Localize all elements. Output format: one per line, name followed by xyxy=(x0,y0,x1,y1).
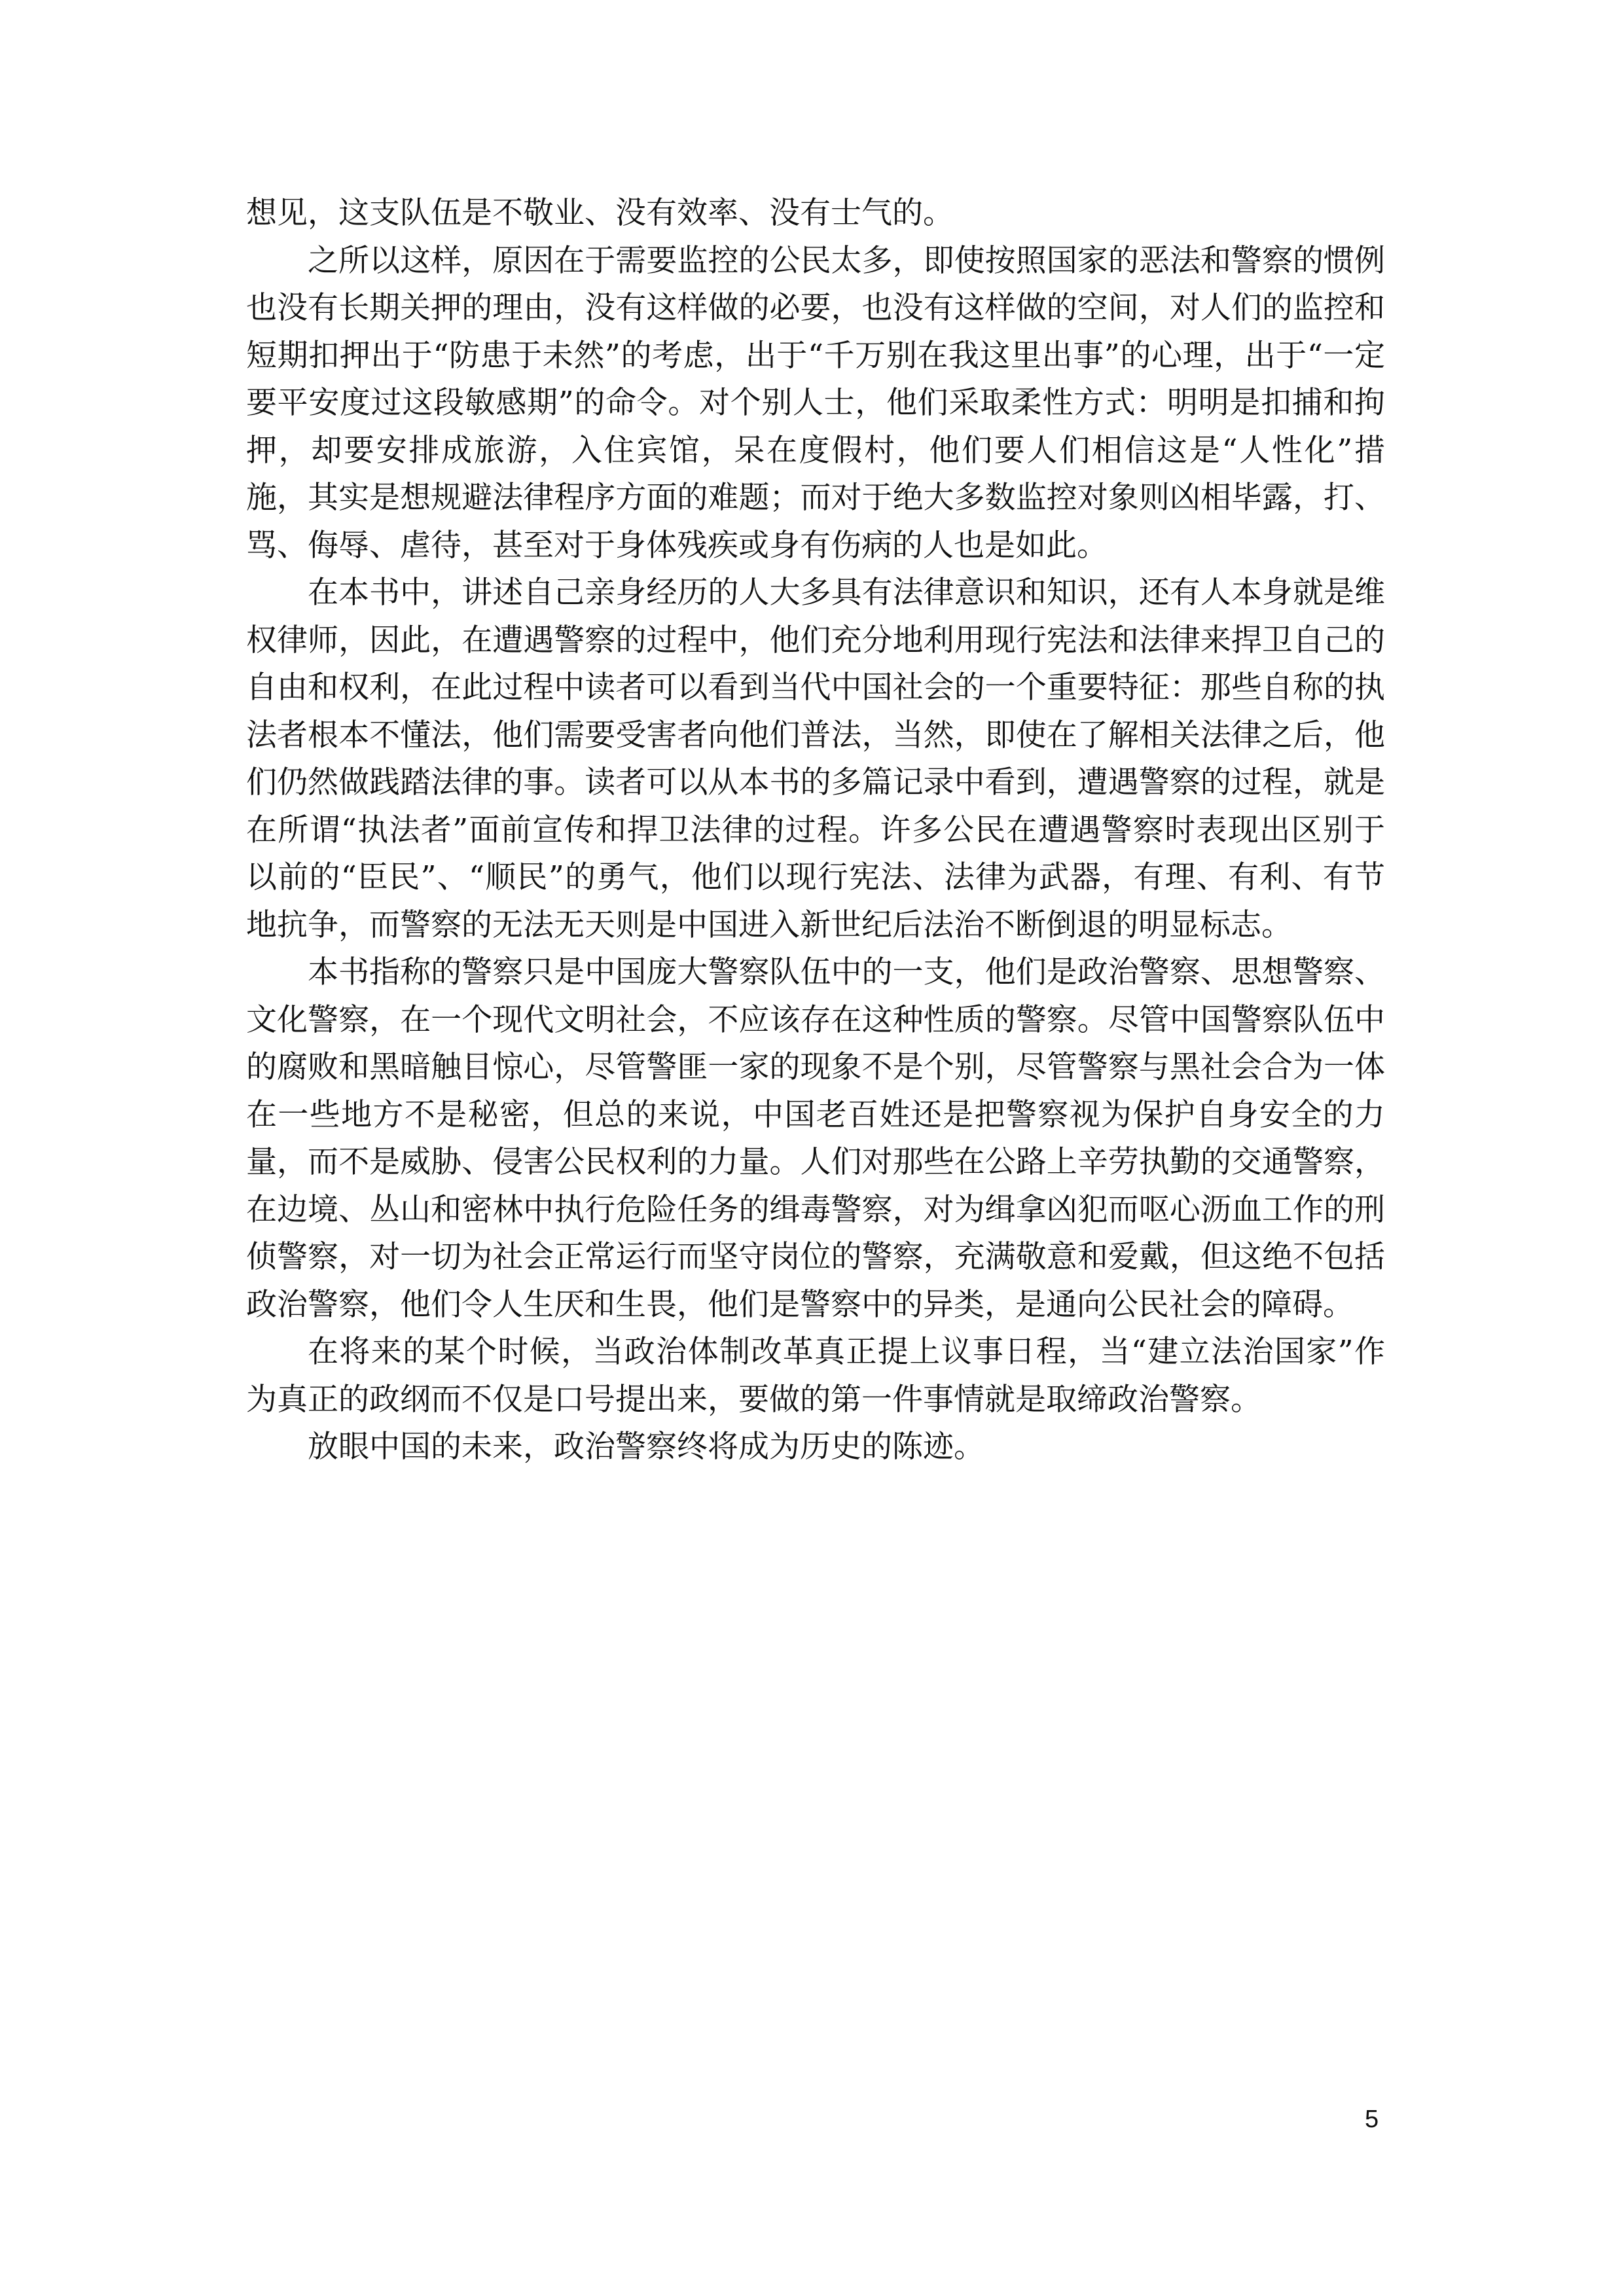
page-number: 5 xyxy=(1365,2106,1379,2133)
paragraph-4: 本书指称的警察只是中国庞大警察队伍中的一支，他们是政治警察、思想警察、文化警察，在一个现代文明社会，不应该存在这种性质的警察。尽管中国警察队伍中的腐败和黑暗触目惊心，尽管警匪一家的现象不是个别，尽管警察与黑社会合为一体在一些地方不是秘密，但总的来说，中国老百姓还是把警察视为保护自身安全的力量，而不是威胁、侵害公民权利的力量。人们对那些在公路上辛劳执勤的交通警察，在边境、丛山和密林中执行危险任务的缉毒警察，对为缉拿凶犯而呕心沥血工作的刑侦警察，对一切为社会正常运行而坚守岗位的警察，充满敬意和爱戴，但这绝不包括政治警察，他们令人生厌和生畏，他们是警察中的异类，是通向公民社会的障碍。 xyxy=(246,954,1385,1323)
paragraph-6: 放眼中国的未来，政治警察终将成为历史的陈迹。 xyxy=(308,1429,984,1465)
page-body xyxy=(246,190,1385,1471)
paragraph-1: 想见，这支队伍是不敬业、没有效率、没有士气的。 xyxy=(246,195,954,231)
paragraph-2: 之所以这样，原因在于需要监控的公民太多，即使按照国家的恶法和警察的惯例也没有长期关押的理由，没有这样做的必要，也没有这样做的空间，对人们的监控和短期扣押出于“防患于未然”的考虑，出于“千万别在我这里出事”的心理，出于“一定要平安度过这段敏感期”的命令。对个别人士，他们采取柔性方式：明明是扣捕和拘押，却要安排成旅游，入住宾馆，呆在度假村，他们要人们相信这是“人性化”措施，其实是想规避法律程序方面的难题；而对于绝大多数监控对象则凶相毕露，打、骂、侮辱、虐待，甚至对于身体残疾或身有伤病的人也是如此。 xyxy=(246,242,1385,564)
paragraph-5: 在将来的某个时候，当政治体制改革真正提上议事日程，当“建立法治国家”作为真正的政纲而不仅是口号提出来，要做的第一件事情就是取缔政治警察。 xyxy=(246,1334,1385,1418)
paragraph-3: 在本书中，讲述自己亲身经历的人大多具有法律意识和知识，还有人本身就是维权律师，因此，在遭遇警察的过程中，他们充分地利用现行宪法和法律来捍卫自己的自由和权利，在此过程中读者可以看到当代中国社会的一个重要特征：那些自称的执法者根本不懂法，他们需要受害者向他们普法，当然，即使在了解相关法律之后，他们仍然做践踏法律的事。读者可以从本书的多篇记录中看到，遭遇警察的过程，就是在所谓“执法者”面前宣传和捍卫法律的过程。许多公民在遭遇警察时表现出区别于以前的“臣民”、“顺民”的勇气，他们以现行宪法、法律为武器，有理、有利、有节地抗争，而警察的无法无天则是中国进入新世纪后法治不断倒退的明显标志。 xyxy=(246,575,1385,943)
